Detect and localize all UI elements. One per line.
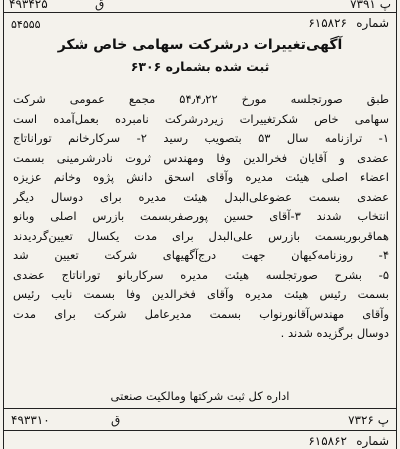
top-left-letter: ق	[95, 0, 105, 11]
footer-left-letter: ق	[111, 413, 121, 427]
body-line: اعضاء اصلی هیئت مدیره وآقای اسحق دانش پژوه وخانم عزیزه	[13, 170, 389, 184]
body-line: سهامی خاص شکرتغییرات زیردرشرکت نامبرده بعمل‌آمده است	[13, 111, 389, 126]
notice-subtitle: ثبت شده بشماره ۶۳۰۶	[130, 59, 270, 74]
body-line: وآقای مهندس‌آقانورنواب بسمت مدیرعامل شرکت برای مدت	[13, 306, 389, 321]
footer-divider-bottom	[3, 430, 397, 431]
footer-bottom-number: ۶۱۵۸۶۲	[308, 434, 347, 448]
footer-bottom-label: شماره	[356, 434, 389, 448]
right-border	[396, 0, 397, 449]
body-line: دوسال برگزیده شدند .	[280, 326, 389, 340]
body-line: ۱- ترازنامه سال ۵۳ بتصویب رسید ۲- سرکارخانم توراناتاج	[13, 131, 389, 145]
body-line: بسمت رئیس هیئت مدیره وآقای فخرالدین وفا بسمت نایب رئیس	[13, 287, 389, 301]
body-line: عضدی و آقایان فخرالدین وفا ومهندس ثروت نادرشرمینی بسمت	[13, 150, 389, 165]
notice-body	[13, 90, 389, 344]
footer-divider-top	[3, 408, 397, 409]
top-right-text: ۷۳۹۱ پ	[350, 0, 391, 11]
top-divider	[3, 12, 397, 13]
body-line: ۵- بشرح صورتجلسه هیئت مدیره سرکاربانو توراناتاج عضدی	[13, 267, 389, 282]
footer-right-text: ۷۳۲۶ پ	[348, 413, 389, 427]
footer-left-number: ۴۹۳۳۱۰	[11, 413, 50, 427]
body-line: انتخاب شدند ۳-آقای حسین پورصفربسمت بازرس اصلی وبانو	[13, 209, 389, 223]
side-number: ۵۴۵۵۵	[11, 18, 41, 31]
issuing-department: اداره کل ثبت شرکتها ومالکیت صنعتی	[110, 389, 290, 403]
notice-clipping	[3, 0, 397, 449]
notice-title: آگهی‌تغییرات درشرکت سهامی خاص شکر	[57, 37, 343, 53]
registration-label: شماره	[356, 16, 389, 30]
top-left-number: ۴۹۳۴۲۵	[9, 0, 48, 11]
body-line: طبق صورتجلسه مورخ ۵۴٫۴٫۲۲ مجمع عمومی شرکت	[13, 92, 389, 106]
registration-number: ۶۱۵۸۲۶	[308, 16, 347, 30]
left-border	[3, 0, 4, 449]
body-line: ۴- روزنامه‌کیهان جهت درج‌آگهیهای شرکت تعیین شد	[13, 248, 389, 262]
body-line: عضدی بسمت عضوعلی‌البدل هیئت مدیره برای دوسال دیگر	[13, 189, 389, 204]
body-line: هماقربوربسمت بازرس علی‌البدل برای مدت یکسال تعیین‌گردیدند	[13, 228, 389, 243]
